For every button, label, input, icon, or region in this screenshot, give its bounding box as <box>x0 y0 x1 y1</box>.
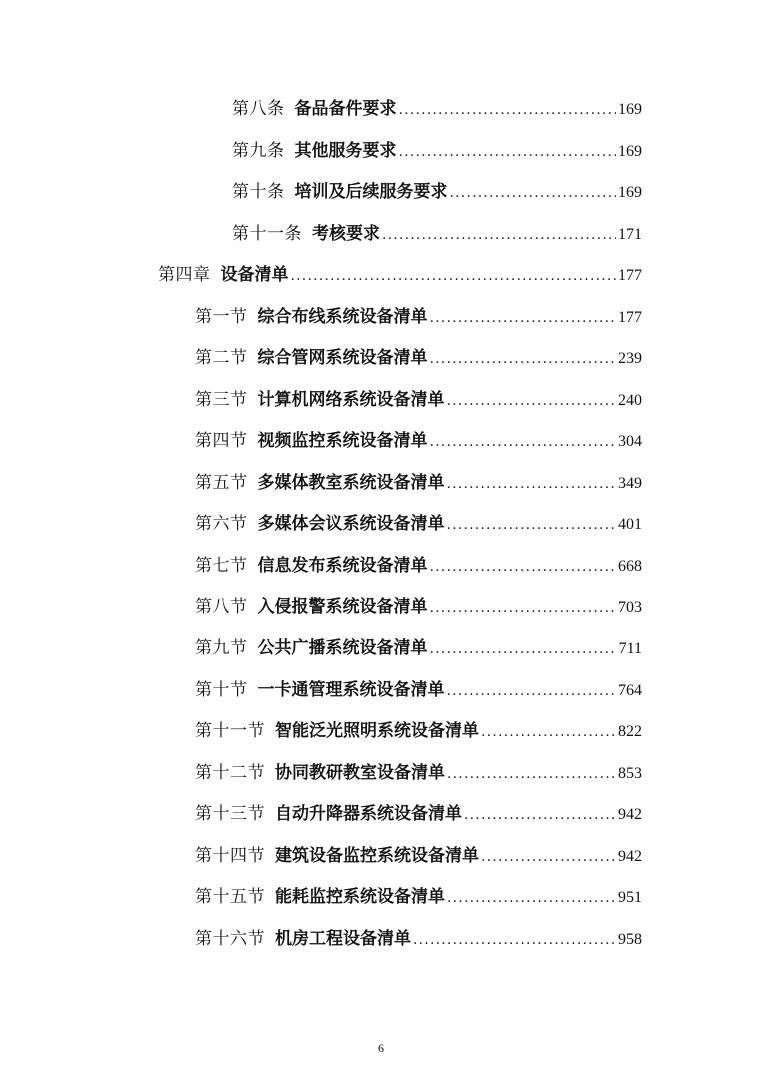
toc-leader-dots <box>399 99 617 121</box>
toc-leader-dots <box>430 348 617 370</box>
toc-entry-title: 自动升降器系统设备清单 <box>275 804 462 824</box>
toc-leader-dots <box>382 224 616 246</box>
toc-entry-title: 视频监控系统设备清单 <box>257 431 428 451</box>
toc-entry-page: 169 <box>618 143 642 160</box>
toc-leader-dots <box>464 804 616 826</box>
toc-entry[interactable] <box>232 98 642 120</box>
toc-leader-dots <box>430 556 617 578</box>
toc-entry-title: 综合布线系统设备清单 <box>257 307 428 327</box>
toc-entry-page: 958 <box>618 931 642 948</box>
toc-entry[interactable] <box>195 803 642 825</box>
toc-leader-dots <box>413 929 616 951</box>
toc-entry-number: 第六节 <box>195 514 248 534</box>
toc-entry-title: 智能泛光照明系统设备清单 <box>275 721 479 741</box>
toc-entry-title: 建筑设备监控系统设备清单 <box>275 846 479 866</box>
toc-entry-number: 第十四节 <box>195 846 265 866</box>
toc-entry-title: 信息发布系统设备清单 <box>257 556 428 576</box>
toc-entry[interactable] <box>195 389 642 411</box>
toc-entry-page: 951 <box>618 889 642 906</box>
toc-leader-dots <box>291 265 617 287</box>
toc-entry-page: 169 <box>618 101 642 118</box>
toc-entry-page: 822 <box>618 723 642 740</box>
toc-entry-title: 综合管网系统设备清单 <box>257 348 428 368</box>
toc-leader-dots <box>447 680 617 702</box>
toc-entry-number: 第四章 <box>158 265 211 285</box>
toc-entry-number: 第十一节 <box>195 721 265 741</box>
toc-entry[interactable] <box>195 472 642 494</box>
toc-entry-page: 711 <box>618 640 642 657</box>
toc-entry-number: 第九条 <box>232 141 285 161</box>
toc-entry-title: 机房工程设备清单 <box>275 929 411 949</box>
toc-entry-title: 入侵报警系统设备清单 <box>257 597 428 617</box>
toc-entry-title: 计算机网络系统设备清单 <box>257 390 445 410</box>
toc-leader-dots <box>447 763 616 785</box>
toc-entry[interactable] <box>195 762 642 784</box>
toc-leader-dots <box>430 307 617 329</box>
toc-chapter-entry[interactable] <box>158 264 642 286</box>
toc-entry-title: 多媒体教室系统设备清单 <box>257 473 445 493</box>
toc-entry[interactable] <box>195 679 642 701</box>
toc-entry-page: 764 <box>618 682 642 699</box>
toc-leader-dots <box>447 887 616 909</box>
toc-entry-number: 第三节 <box>195 390 248 410</box>
toc-entry-page: 240 <box>618 392 642 409</box>
toc-entry-title: 备品备件要求 <box>294 99 397 119</box>
toc-leader-dots <box>430 638 617 660</box>
toc-entry[interactable] <box>232 181 642 203</box>
toc-entry-page: 942 <box>618 848 642 865</box>
toc-entry-page: 169 <box>618 184 642 201</box>
toc-entry-number: 第五节 <box>195 473 248 493</box>
toc-entry[interactable] <box>195 720 642 742</box>
toc-entry-number: 第十五节 <box>195 887 265 907</box>
toc-entry[interactable] <box>195 347 642 369</box>
toc-entry-number: 第十节 <box>195 680 248 700</box>
toc-entry[interactable] <box>195 555 642 577</box>
toc-entry-title: 一卡通管理系统设备清单 <box>257 680 445 700</box>
toc-leader-dots <box>450 182 617 204</box>
toc-entry-number: 第二节 <box>195 348 248 368</box>
toc-entry-number: 第八条 <box>232 99 285 119</box>
toc-entry-page: 239 <box>618 350 642 367</box>
toc-leader-dots <box>399 141 617 163</box>
toc-entry-page: 703 <box>618 599 642 616</box>
toc-leader-dots <box>447 390 617 412</box>
toc-entry[interactable] <box>232 223 642 245</box>
toc-entry[interactable] <box>195 596 642 618</box>
toc-entry-page: 668 <box>618 558 642 575</box>
toc-entry[interactable] <box>195 928 642 950</box>
toc-entry-page: 177 <box>618 309 642 326</box>
toc-entry-number: 第十二节 <box>195 763 265 783</box>
toc-entry-number: 第七节 <box>195 556 248 576</box>
toc-entry[interactable] <box>195 430 642 452</box>
toc-entry-title: 培训及后续服务要求 <box>294 182 448 202</box>
toc-entry-number: 第九节 <box>195 638 248 658</box>
toc-leader-dots <box>481 846 616 868</box>
toc-entry-number: 第四节 <box>195 431 248 451</box>
toc-entry[interactable] <box>195 637 642 659</box>
toc-entry-title: 公共广播系统设备清单 <box>257 638 428 658</box>
toc-entry-page: 349 <box>618 475 642 492</box>
toc-entry-number: 第十三节 <box>195 804 265 824</box>
toc-leader-dots <box>430 431 617 453</box>
toc-entry-title: 设备清单 <box>220 265 289 285</box>
toc-entry[interactable] <box>195 306 642 328</box>
toc-entry[interactable] <box>195 886 642 908</box>
toc-entry[interactable] <box>232 140 642 162</box>
toc-leader-dots <box>447 514 617 536</box>
toc-entry-page: 401 <box>618 516 642 533</box>
toc-entry[interactable] <box>195 845 642 867</box>
toc-entry-number: 第八节 <box>195 597 248 617</box>
toc-entry-number: 第一节 <box>195 307 248 327</box>
toc-leader-dots <box>481 721 616 743</box>
toc-entry-title: 考核要求 <box>312 224 380 244</box>
toc-entry-page: 171 <box>618 226 642 243</box>
page-number: 6 <box>378 1041 384 1055</box>
toc-leader-dots <box>430 597 617 619</box>
toc-entry-title: 多媒体会议系统设备清单 <box>257 514 445 534</box>
toc-entry-page: 304 <box>618 433 642 450</box>
toc-entry-number: 第十条 <box>232 182 285 202</box>
toc-entry[interactable] <box>195 513 642 535</box>
toc-entry-number: 第十六节 <box>195 929 265 949</box>
toc-entry-title: 协同教研教室设备清单 <box>275 763 445 783</box>
toc-entry-number: 第十一条 <box>232 224 302 244</box>
toc-entry-page: 177 <box>618 267 642 284</box>
toc-entry-page: 942 <box>618 806 642 823</box>
toc-leader-dots <box>447 473 617 495</box>
toc-entry-page: 853 <box>618 765 642 782</box>
toc-entry-title: 能耗监控系统设备清单 <box>275 887 445 907</box>
toc-entry-title: 其他服务要求 <box>294 141 397 161</box>
